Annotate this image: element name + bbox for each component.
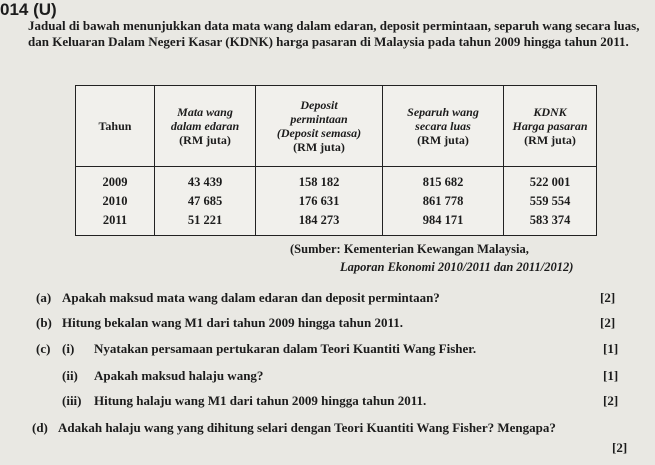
currency-cells <box>155 167 256 236</box>
question-b-label: (b) <box>36 315 52 330</box>
question-c-iii <box>62 393 426 409</box>
question-b <box>36 315 403 331</box>
quasi-cell: 815 682 <box>422 174 464 189</box>
question-b-marks: [2] <box>600 315 616 330</box>
currency-cell: 47 685 <box>187 193 223 208</box>
quasi-cell: 861 778 <box>422 193 464 208</box>
currency-cell: 51 221 <box>187 212 223 227</box>
question-c-label: (c) <box>36 341 51 356</box>
header-currency-line3: (RM juta) <box>179 133 231 147</box>
header-currency-line2: dalam edaran <box>170 119 240 133</box>
table-header-row <box>76 86 597 167</box>
year-cells <box>76 167 155 236</box>
question-c-ii-label: (ii) <box>62 368 78 383</box>
header-year-label: Tahun <box>98 119 132 133</box>
question-c-ii <box>62 368 263 384</box>
question-c-i-text: Nyatakan persamaan pertukaran dalam Teori Kuantiti Wang Fisher. <box>94 341 477 356</box>
source-line2: Laporan Ekonomi 2010/2011 dan 2011/2012) <box>340 260 574 274</box>
gdp-cell: 583 374 <box>529 212 571 227</box>
header-gdp-line3: (RM juta) <box>524 133 576 147</box>
table-row <box>76 167 597 236</box>
question-c-i-label: (i) <box>62 341 75 356</box>
header-year <box>76 86 155 167</box>
header-deposit-line2: permintaan <box>290 112 348 126</box>
gdp-cell: 522 001 <box>529 174 571 189</box>
year-cell: 2010 <box>102 193 128 208</box>
question-c-i-marks: [1] <box>603 341 619 356</box>
header-gdp-line1: KDNK <box>533 105 567 119</box>
question-b-text: Hitung bekalan wang M1 dari tahun 2009 hingga tahun 2011. <box>62 315 403 330</box>
source-citation <box>290 240 650 276</box>
deposit-cell: 176 631 <box>298 193 340 208</box>
question-a <box>36 290 440 306</box>
header-currency-line1: Mata wang <box>177 105 233 119</box>
question-d <box>32 420 556 436</box>
intro-paragraph: Jadual di bawah menunjukkan data mata wang dalam edaran, deposit permintaan, separuh wang secara luas, dan Keluaran Dalam Negeri Kasar (KDNK) harga pasaran di Malaysia pada tahun 2009 hingga tahun 2011. <box>28 18 640 49</box>
header-quasi <box>383 86 504 167</box>
question-c-iii-label: (iii) <box>62 393 82 408</box>
header-currency <box>155 86 256 167</box>
header-deposit <box>256 86 383 167</box>
deposit-cell: 158 182 <box>298 174 340 189</box>
question-number: 014 (U) <box>0 0 57 19</box>
question-c-ii-marks: [1] <box>603 368 619 383</box>
header-deposit-line1: Deposit <box>300 98 338 112</box>
header-quasi-line1: Separuh wang <box>407 105 479 119</box>
question-a-text: Apakah maksud mata wang dalam edaran dan deposit permintaan? <box>62 290 440 305</box>
header-quasi-line2: secara luas <box>415 119 471 133</box>
header-gdp-line2: Harga pasaran <box>512 119 588 133</box>
source-line1: (Sumber: Kementerian Kewangan Malaysia, <box>290 242 529 256</box>
deposit-cell: 184 273 <box>298 212 340 227</box>
header-quasi-line3: (RM juta) <box>417 133 469 147</box>
question-c-ii-text: Apakah maksud halaju wang? <box>94 368 264 383</box>
data-table <box>75 85 597 236</box>
gdp-cell: 559 554 <box>529 193 571 208</box>
gdp-cells <box>504 167 597 236</box>
deposit-cells <box>256 167 383 236</box>
question-c-iii-marks: [2] <box>603 393 619 408</box>
question-d-text: Adakah halaju wang yang dihitung selari dengan Teori Kuantiti Wang Fisher? Mengapa? <box>58 420 556 435</box>
question-c-i <box>36 341 476 357</box>
question-a-label: (a) <box>36 290 52 305</box>
quasi-cell: 984 171 <box>422 212 464 227</box>
year-cell: 2011 <box>102 212 128 227</box>
header-deposit-line3: (Deposit semasa) <box>276 126 362 140</box>
quasi-cells <box>383 167 504 236</box>
question-d-marks: [2] <box>612 440 628 455</box>
currency-cell: 43 439 <box>187 174 223 189</box>
header-deposit-line4: (RM juta) <box>293 140 345 154</box>
question-d-label: (d) <box>32 420 48 435</box>
question-c-iii-text: Hitung halaju wang M1 dari tahun 2009 hingga tahun 2011. <box>94 393 427 408</box>
header-gdp <box>504 86 597 167</box>
year-cell: 2009 <box>102 174 128 189</box>
question-a-marks: [2] <box>600 290 616 305</box>
